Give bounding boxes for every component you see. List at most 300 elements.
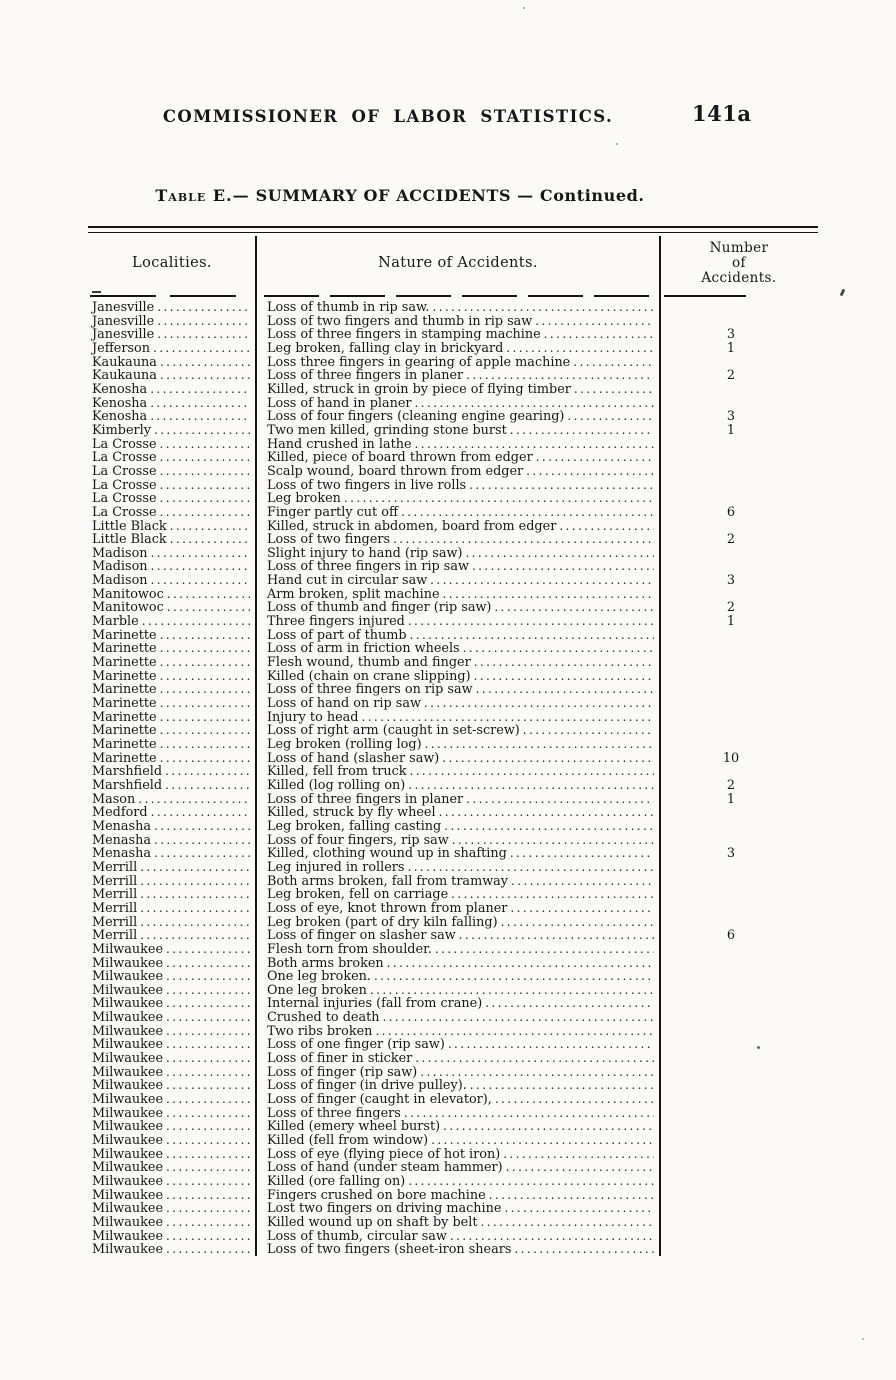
accident-count-cell [660, 957, 818, 971]
locality-cell [88, 1175, 256, 1189]
locality-cell [88, 916, 256, 930]
dot-leader [166, 1038, 250, 1052]
dot-leader [160, 465, 250, 479]
dot-leader [166, 1189, 250, 1203]
locality-cell [88, 697, 256, 711]
dot-leader [465, 547, 654, 561]
locality-cell [88, 520, 256, 534]
table-row [88, 1189, 818, 1203]
dot-leader [151, 547, 250, 561]
nature-cell-text: Leg broken (part of dry kiln falling) [267, 915, 498, 930]
dot-leader [469, 479, 654, 493]
table-row [88, 342, 818, 356]
locality-cell [88, 711, 256, 725]
locality-cell [88, 438, 256, 452]
table-row [88, 465, 818, 479]
table-row [88, 902, 818, 916]
locality-cell-text: Marshfield [92, 778, 163, 793]
locality-cell-text: Kaukauna [92, 369, 157, 383]
nature-cell-text: Loss of three fingers [267, 1106, 401, 1121]
nature-cell [256, 916, 660, 930]
accidents-table [88, 226, 818, 1257]
dot-leader [361, 711, 654, 725]
dot-leader [140, 875, 250, 889]
nature-cell-text: Loss of finger (rip saw) [267, 1065, 418, 1080]
nature-cell [256, 588, 660, 602]
dot-leader [443, 588, 654, 602]
nature-cell [256, 1120, 660, 1134]
nature-cell-text: Three fingers injured [267, 615, 405, 629]
table-row [88, 1052, 818, 1066]
nature-cell [256, 943, 660, 957]
nature-cell [256, 356, 660, 370]
nature-cell [256, 779, 660, 793]
dot-leader [501, 916, 654, 930]
dot-leader [166, 1079, 250, 1093]
locality-cell [88, 806, 256, 820]
dot-leader [166, 970, 250, 984]
locality-cell-text: Milwaukee [92, 1079, 164, 1094]
locality-cell [88, 356, 256, 370]
nature-cell-text: Loss of one finger (rip saw) [267, 1038, 445, 1053]
table-row [88, 1079, 818, 1093]
table-row [88, 943, 818, 957]
dot-leader [170, 533, 250, 547]
nature-cell-text: Hand crushed in lathe [267, 437, 412, 452]
locality-cell [88, 465, 256, 479]
nature-cell-text: Two ribs broken [267, 1024, 373, 1039]
locality-cell [88, 574, 256, 588]
table-row [88, 875, 818, 889]
locality-cell-text: Milwaukee [92, 1011, 164, 1025]
accident-count-cell [660, 1161, 818, 1175]
locality-cell-text: Milwaukee [92, 1065, 164, 1080]
nature-cell [256, 1066, 660, 1080]
dot-leader [408, 615, 654, 629]
table-row [88, 1202, 818, 1216]
dot-leader [165, 765, 250, 779]
locality-cell [88, 479, 256, 493]
locality-cell-text: Marinette [92, 697, 157, 711]
scan-speck [862, 1338, 864, 1340]
table-row [88, 957, 818, 971]
locality-cell [88, 1189, 256, 1203]
table-title-prefix: Table E.— [155, 186, 250, 205]
dot-leader [140, 929, 250, 943]
dot-leader [474, 656, 654, 670]
nature-cell-text: Leg broken, falling casting [267, 819, 442, 834]
dot-leader [424, 697, 654, 711]
accident-count-cell [660, 738, 818, 752]
locality-cell [88, 1093, 256, 1107]
nature-cell-text: Flesh wound, thumb and finger [267, 656, 471, 670]
accident-count-cell: 10 [722, 751, 740, 766]
dot-leader [410, 629, 654, 643]
dot-leader [408, 861, 655, 875]
nature-cell [256, 560, 660, 574]
locality-cell [88, 397, 256, 411]
scan-speck [523, 7, 525, 9]
locality-cell-text: Marinette [92, 683, 157, 698]
nature-cell-text: Killed, struck in groin by piece of flying timber [267, 382, 571, 397]
locality-cell-text: Milwaukee [92, 956, 164, 971]
dot-leader [166, 1134, 250, 1148]
locality-cell-text: Medford [92, 806, 148, 820]
nature-cell-text: Loss of thumb in rip saw. [267, 301, 430, 315]
locality-cell-text: Jefferson [92, 341, 150, 356]
locality-cell-text: Milwaukee [92, 1024, 164, 1039]
accident-count-cell [660, 1243, 818, 1257]
table-row [88, 1120, 818, 1134]
accident-count-cell [660, 1093, 818, 1107]
locality-cell [88, 642, 256, 656]
nature-cell [256, 875, 660, 889]
locality-cell [88, 1052, 256, 1066]
accident-count-cell [660, 588, 818, 602]
accident-count-cell [660, 997, 818, 1011]
locality-cell [88, 793, 256, 807]
locality-cell-text: Menasha [92, 833, 151, 848]
nature-cell [256, 724, 660, 738]
nature-cell [256, 328, 660, 342]
nature-cell-text: Leg broken, falling clay in brickyard [267, 341, 504, 356]
locality-cell-text: Milwaukee [92, 1093, 164, 1107]
scan-speck [840, 289, 846, 297]
locality-cell-text: Kenosha [92, 382, 148, 397]
accident-count-cell [660, 765, 818, 779]
dot-leader [166, 1107, 250, 1121]
table-row [88, 301, 818, 315]
dot-leader [160, 506, 250, 520]
dot-leader [154, 847, 250, 861]
dot-leader [154, 424, 250, 438]
locality-cell [88, 1038, 256, 1052]
dot-leader [466, 793, 654, 807]
accident-count-cell [660, 902, 818, 916]
nature-cell [256, 451, 660, 465]
table-row [88, 328, 818, 342]
dot-leader [510, 424, 654, 438]
table-row [88, 1161, 818, 1175]
table-row [88, 1148, 818, 1162]
dot-leader [504, 1202, 654, 1216]
nature-cell-text: Hand cut in circular saw [267, 574, 428, 588]
dot-leader [160, 642, 250, 656]
accident-count-cell [660, 642, 818, 656]
table-row [88, 724, 818, 738]
accident-count-cell: 1 [726, 792, 736, 807]
nature-cell-text: Loss of thumb, circular saw [267, 1229, 447, 1244]
dot-leader [160, 451, 250, 465]
accident-count-cell [660, 970, 818, 984]
dot-leader [142, 615, 250, 629]
nature-cell-text: Injury to head [267, 710, 359, 725]
locality-cell-text: Little Black [92, 519, 167, 534]
nature-cell-text: Loss of finer in sticker [267, 1052, 413, 1066]
nature-cell-text: Loss of right arm (caught in set-screw) [267, 724, 520, 738]
locality-cell-text: Madison [92, 574, 148, 588]
nature-cell-text: Loss of hand on rip saw [267, 697, 421, 711]
locality-cell-text: Madison [92, 546, 148, 561]
accident-count-cell [660, 861, 818, 875]
dot-leader [167, 588, 250, 602]
nature-cell [256, 1189, 660, 1203]
dot-leader [160, 438, 250, 452]
nature-cell-text: Leg broken, fell on carriage [267, 888, 449, 902]
dot-leader [160, 356, 250, 370]
nature-cell-text: Loss of hand (under steam hammer) [267, 1161, 503, 1175]
locality-cell [88, 615, 256, 629]
accident-count-cell [660, 629, 818, 643]
dot-leader [410, 765, 655, 779]
accident-count-cell [660, 1079, 818, 1093]
nature-cell [256, 861, 660, 875]
dot-leader [160, 629, 250, 643]
nature-cell [256, 424, 660, 438]
locality-cell [88, 410, 256, 424]
nature-cell-text: Loss of two fingers and thumb in rip saw [267, 314, 533, 329]
table-row [88, 424, 818, 438]
accident-count-cell: 1 [726, 341, 736, 356]
nature-cell-text: Leg broken [267, 492, 341, 506]
locality-cell [88, 929, 256, 943]
accident-count-cell [660, 397, 818, 411]
accident-count-cell [660, 383, 818, 397]
dot-leader [370, 984, 654, 998]
dot-leader [506, 342, 654, 356]
nature-cell-text: Loss of part of thumb [267, 628, 407, 643]
table-row [88, 356, 818, 370]
dot-leader [160, 670, 250, 684]
dot-leader [160, 711, 250, 725]
locality-cell-text: Milwaukee [92, 1229, 164, 1244]
locality-cell [88, 861, 256, 875]
dot-leader [510, 847, 654, 861]
dot-leader [495, 1093, 654, 1107]
dot-leader [415, 397, 654, 411]
dot-leader [375, 1025, 654, 1039]
nature-cell [256, 1011, 660, 1025]
column-header-number-line1: Number [709, 239, 769, 256]
table-row [88, 711, 818, 725]
locality-cell-text: Marinette [92, 724, 157, 738]
locality-cell-text: Marinette [92, 710, 157, 725]
locality-cell-text: Kimberly [92, 423, 151, 438]
dot-leader [140, 861, 250, 875]
nature-cell [256, 520, 660, 534]
nature-cell [256, 806, 660, 820]
accident-count-cell [660, 670, 818, 684]
dot-leader [444, 820, 654, 834]
nature-cell-text: Loss of two fingers in live rolls [267, 478, 467, 493]
dot-leader [480, 1216, 654, 1230]
table-row [88, 779, 818, 793]
nature-cell [256, 506, 660, 520]
accident-count-cell: 3 [726, 847, 736, 861]
dot-leader [154, 834, 250, 848]
table-top-rule [88, 226, 818, 233]
accident-count-cell: 1 [726, 615, 736, 629]
dot-leader [393, 533, 654, 547]
accident-count-cell [660, 683, 818, 697]
nature-cell-text: Killed wound up on shaft by belt [267, 1215, 478, 1230]
locality-cell-text: Milwaukee [92, 1243, 164, 1257]
locality-cell [88, 997, 256, 1011]
accident-count-cell [660, 888, 818, 902]
nature-cell [256, 397, 660, 411]
dot-leader [415, 438, 654, 452]
dot-leader [167, 601, 250, 615]
nature-cell [256, 301, 660, 315]
nature-cell [256, 1230, 660, 1244]
dot-leader [160, 738, 250, 752]
nature-cell-text: Killed, struck in abdomen, board from edger [267, 519, 557, 534]
dot-leader [415, 1052, 654, 1066]
locality-cell-text: Merrill [92, 874, 138, 889]
locality-cell [88, 1025, 256, 1039]
locality-cell [88, 984, 256, 998]
locality-cell [88, 1161, 256, 1175]
dot-leader [439, 806, 654, 820]
accident-count-cell [660, 875, 818, 889]
locality-cell-text: Janesville [92, 328, 155, 342]
accident-count-cell: 1 [726, 423, 736, 438]
nature-cell [256, 342, 660, 356]
dot-leader [443, 1120, 654, 1134]
table-row [88, 806, 818, 820]
nature-cell-text: Loss of three fingers in rip saw [267, 560, 469, 575]
nature-cell-text: Lost two fingers on driving machine [267, 1202, 502, 1216]
nature-cell [256, 1107, 660, 1121]
locality-cell-text: Marinette [92, 656, 157, 670]
locality-cell [88, 875, 256, 889]
locality-cell-text: Marinette [92, 628, 157, 643]
dot-leader [166, 997, 250, 1011]
accident-count-cell: 2 [726, 778, 736, 793]
locality-cell [88, 629, 256, 643]
nature-cell-text: Killed (fell from window) [267, 1134, 429, 1148]
dot-leader [574, 383, 654, 397]
accident-count-cell [660, 806, 818, 820]
table-row [88, 520, 818, 534]
dot-leader [459, 929, 654, 943]
accident-count-cell [660, 834, 818, 848]
locality-cell [88, 1243, 256, 1257]
locality-cell [88, 1216, 256, 1230]
dot-leader [494, 601, 654, 615]
dot-leader [157, 301, 250, 315]
dot-leader [470, 1079, 654, 1093]
accident-count-cell: 3 [726, 574, 736, 588]
accident-count-cell [660, 1175, 818, 1189]
locality-cell [88, 1202, 256, 1216]
table-row [88, 1025, 818, 1039]
nature-cell [256, 492, 660, 506]
table-row [88, 1107, 818, 1121]
nature-cell [256, 410, 660, 424]
dot-leader [160, 656, 250, 670]
nature-cell-text: Leg broken (rolling log) [267, 738, 422, 752]
locality-cell-text: La Crosse [92, 478, 157, 493]
dot-leader [435, 943, 654, 957]
locality-cell-text: Merrill [92, 915, 138, 930]
dot-leader [514, 1243, 654, 1257]
nature-cell-text: Killed, clothing wound up in shafting [267, 847, 507, 861]
dot-leader [160, 369, 250, 383]
nature-cell-text: Loss of eye (flying piece of hot iron) [267, 1147, 501, 1162]
locality-cell [88, 1011, 256, 1025]
dot-leader [573, 356, 654, 370]
nature-cell-text: Loss of arm in friction wheels [267, 642, 460, 657]
table-body [88, 301, 818, 1257]
nature-cell-text: Killed, fell from truck [267, 765, 407, 779]
dot-leader [442, 752, 654, 766]
locality-cell-text: Janesville [92, 301, 155, 315]
nature-cell [256, 656, 660, 670]
column-header-number-line3: Accidents. [701, 269, 777, 286]
dot-leader [138, 793, 250, 807]
dot-leader [150, 383, 250, 397]
accident-count-cell: 3 [726, 410, 736, 424]
table-row [88, 315, 818, 329]
dot-leader [476, 683, 654, 697]
dot-leader [448, 1038, 654, 1052]
table-row [88, 929, 818, 943]
dot-leader [408, 1175, 654, 1189]
locality-cell [88, 533, 256, 547]
column-divider-1 [255, 236, 257, 1256]
accident-count-cell [660, 724, 818, 738]
dot-leader [430, 574, 654, 588]
dot-leader [166, 1202, 250, 1216]
dot-leader [140, 888, 250, 902]
locality-cell [88, 779, 256, 793]
table-row [88, 820, 818, 834]
nature-cell [256, 1134, 660, 1148]
nature-cell [256, 1175, 660, 1189]
accident-count-cell [660, 1107, 818, 1121]
stray-print-mark [92, 291, 101, 293]
table-title [100, 186, 700, 205]
accident-count-cell [660, 356, 818, 370]
accident-count-cell [660, 1134, 818, 1148]
table-row [88, 997, 818, 1011]
nature-cell [256, 1038, 660, 1052]
dot-leader [165, 779, 250, 793]
locality-cell [88, 765, 256, 779]
table-row [88, 642, 818, 656]
nature-cell-text: Loss of two fingers [267, 533, 391, 547]
dot-leader [151, 560, 250, 574]
locality-cell [88, 1079, 256, 1093]
dot-leader [166, 943, 250, 957]
table-row [88, 888, 818, 902]
table-row [88, 738, 818, 752]
nature-cell [256, 383, 660, 397]
locality-cell [88, 1066, 256, 1080]
locality-cell-text: Milwaukee [92, 1134, 164, 1148]
locality-cell [88, 588, 256, 602]
nature-cell-text: Killed (emery wheel burst) [267, 1120, 441, 1135]
nature-cell-text: Loss of finger on slasher saw [267, 929, 456, 943]
nature-cell [256, 929, 660, 943]
nature-cell [256, 738, 660, 752]
locality-cell-text: Kaukauna [92, 355, 157, 370]
locality-cell-text: Milwaukee [92, 1161, 164, 1175]
dot-leader [166, 1093, 250, 1107]
nature-cell [256, 957, 660, 971]
nature-cell-text: Fingers crushed on bore machine [267, 1188, 486, 1203]
